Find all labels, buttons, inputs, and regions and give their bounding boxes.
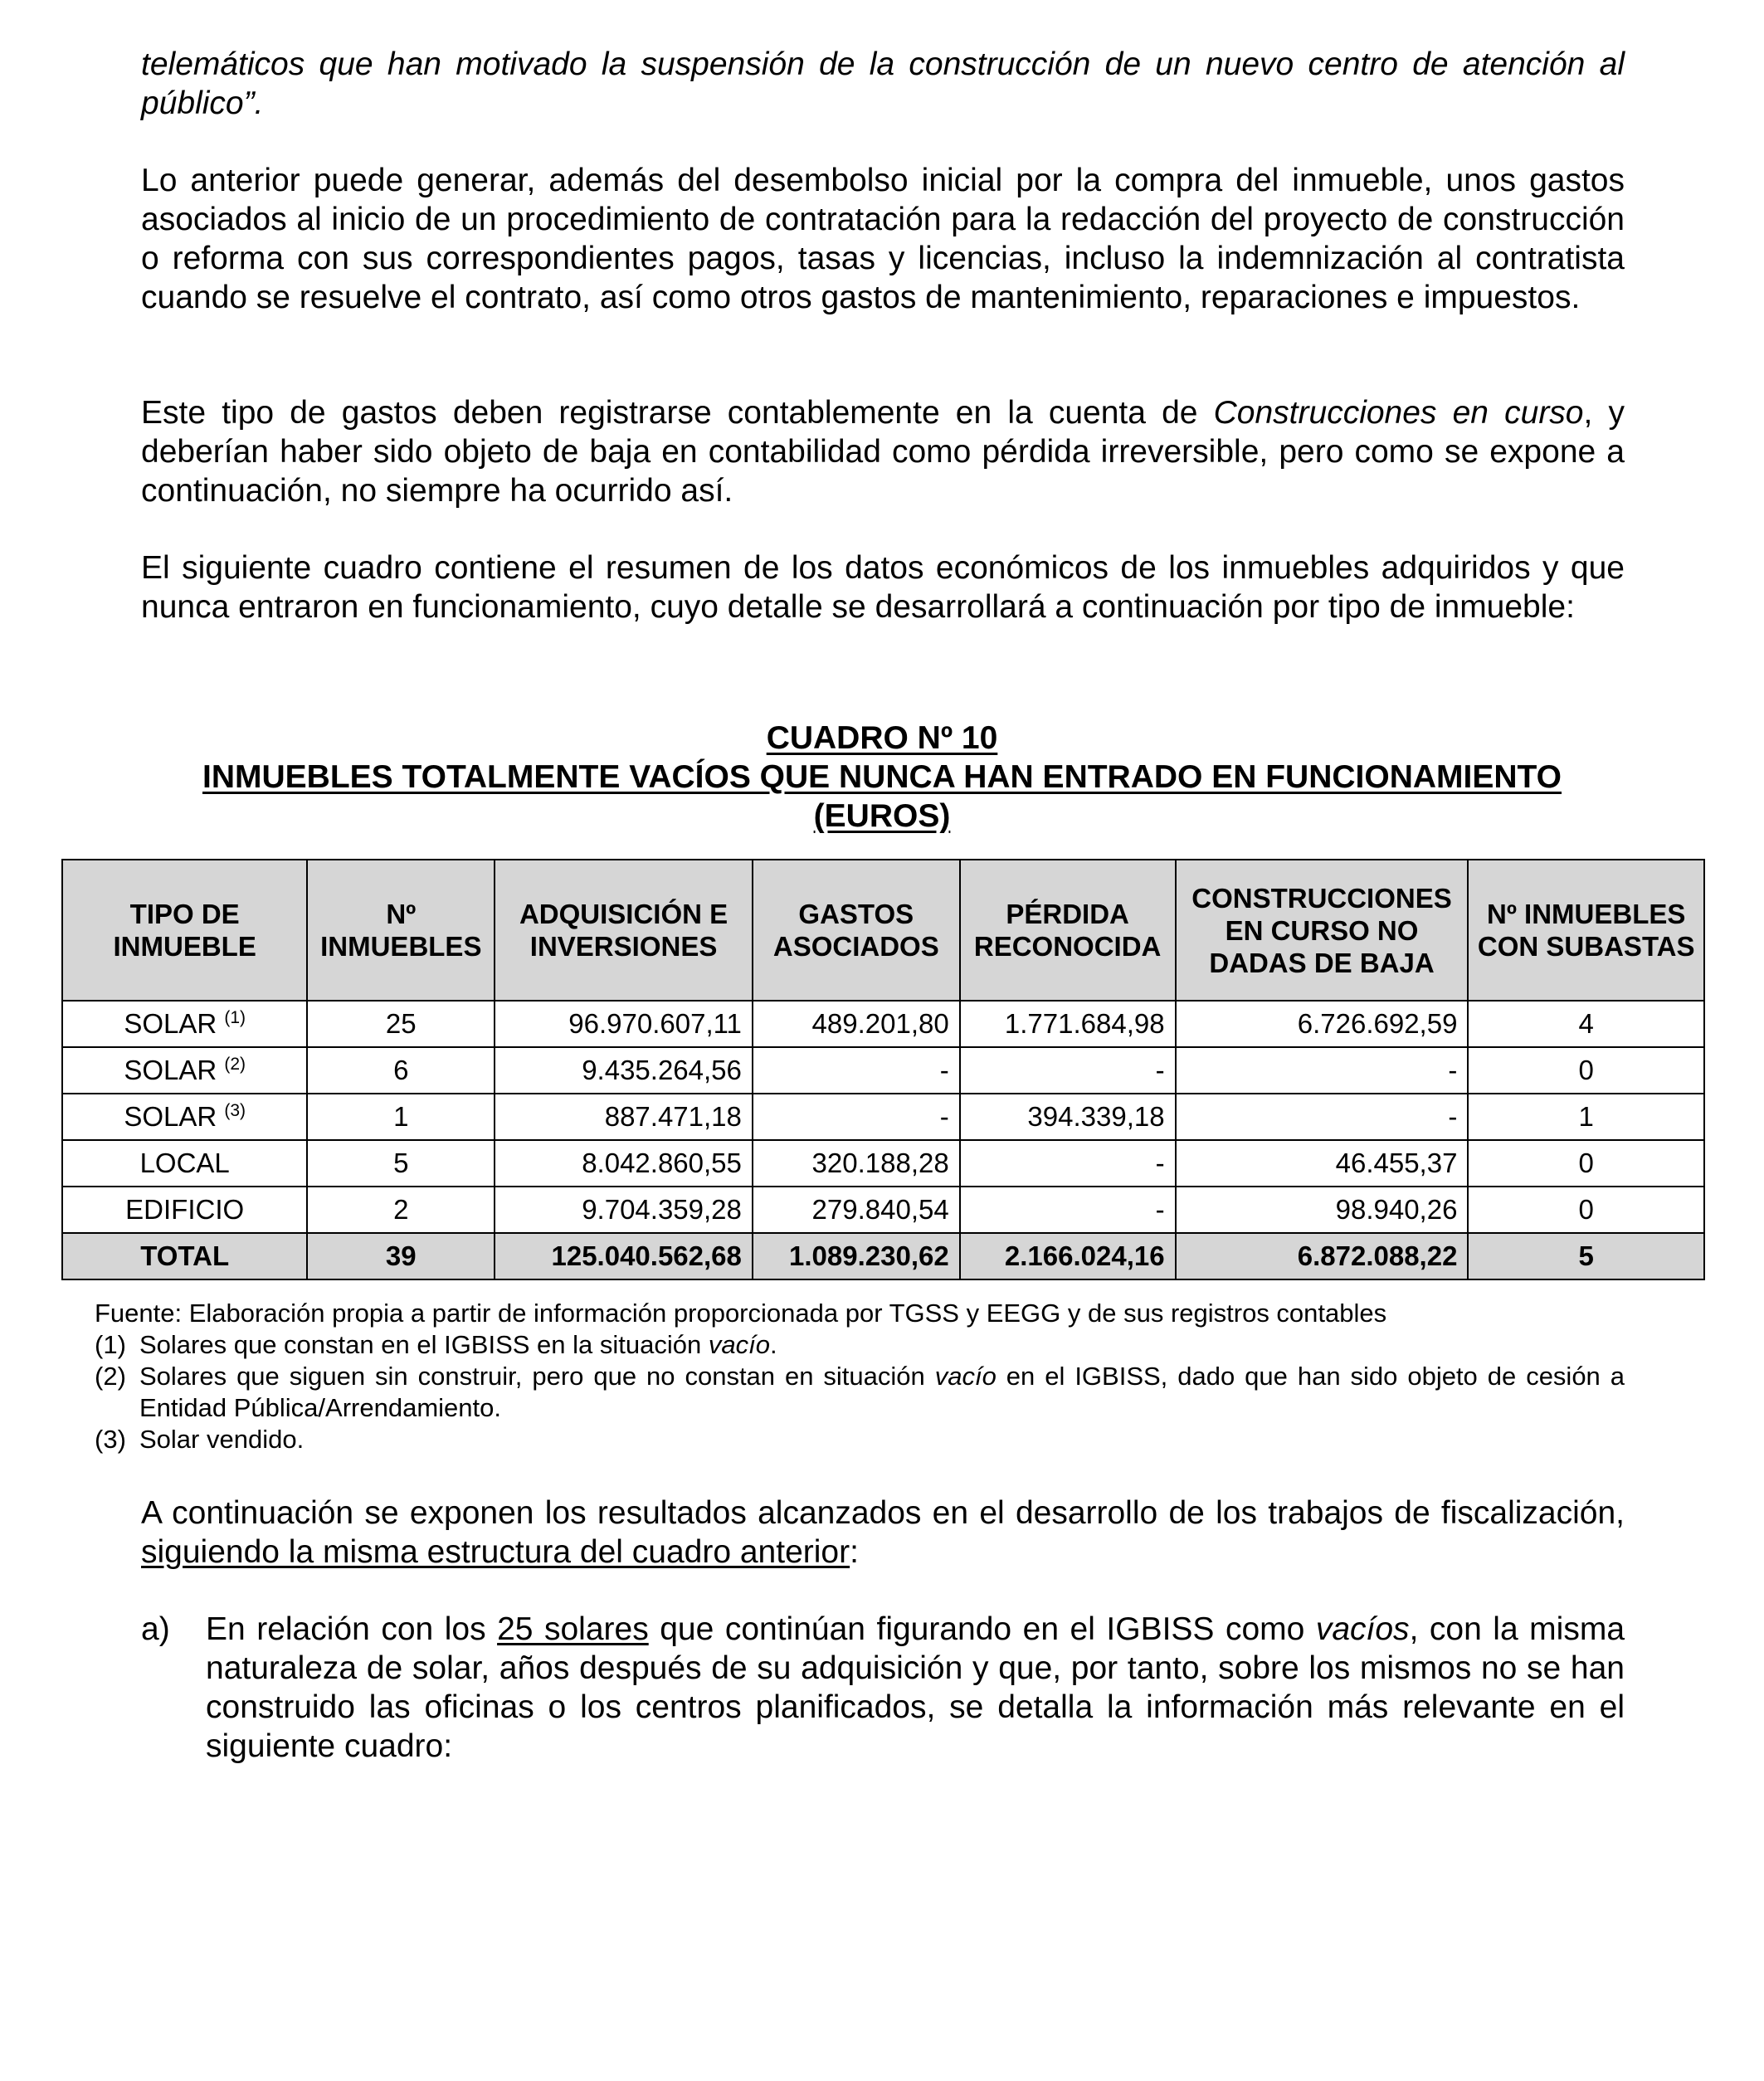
total-adq: 125.040.562,68: [495, 1233, 753, 1279]
header-cell: ADQUISICIÓN E INVERSIONES: [495, 860, 753, 1001]
cell-n: 6: [307, 1047, 495, 1094]
cell-subastas: 0: [1468, 1187, 1704, 1233]
cell-tipo: LOCAL: [62, 1140, 307, 1187]
cell-gastos: -: [753, 1094, 960, 1140]
table-notes: [95, 1298, 1625, 1455]
table-header-row: [62, 860, 1704, 1001]
quote-text: telemáticos que han motivado la suspensión de la construcción de un nuevo centro de atención al público”.: [141, 46, 1625, 121]
paragraph-accounting: Este tipo de gastos deben registrarse contablemente en la cuenta de Construcciones en curso, y deberían haber sido objeto de baja en contabilidad como pérdida irreversible, pero como se expone a continuación, no siempre ha ocurrido así.: [141, 395, 1625, 509]
footnote-3: (3) Solar vendido.: [95, 1425, 305, 1454]
cell-perdida: -: [960, 1187, 1176, 1233]
summary-table: [61, 859, 1705, 1280]
table-unit: (EUROS): [813, 798, 951, 834]
header-cell: CONSTRUCCIONES EN CURSO NO DADAS DE BAJA: [1176, 860, 1469, 1001]
cell-gastos: 279.840,54: [753, 1187, 960, 1233]
cell-constr: 98.940,26: [1176, 1187, 1469, 1233]
cell-n: 5: [307, 1140, 495, 1187]
cell-adq: 9.704.359,28: [495, 1187, 753, 1233]
cell-n: 2: [307, 1187, 495, 1233]
cell-gastos: 489.201,80: [753, 1001, 960, 1047]
table-number: CUADRO Nº 10: [766, 720, 998, 756]
cell-subastas: 0: [1468, 1140, 1704, 1187]
cell-constr: -: [1176, 1094, 1469, 1140]
list-item-a: [141, 1610, 1625, 1766]
cell-n: 25: [307, 1001, 495, 1047]
cell-adq: 8.042.860,55: [495, 1140, 753, 1187]
table-caption: INMUEBLES TOTALMENTE VACÍOS QUE NUNCA HAN ENTRADO EN FUNCIONAMIENTO: [202, 759, 1562, 795]
cell-constr: 46.455,37: [1176, 1140, 1469, 1187]
cell-gastos: -: [753, 1047, 960, 1094]
source-note: Fuente: Elaboración propia a partir de información proporcionada por TGSS y EEGG y de sus registros contables: [95, 1299, 1387, 1328]
total-subastas: 5: [1468, 1233, 1704, 1279]
footnote-2: (2) Solares que siguen sin construir, pero que no constan en situación vacío en el IGBISS, dado que han sido objeto de cesión a Entidad Pública/Arrendamiento.: [95, 1362, 1625, 1422]
paragraph-results: A continuación se exponen los resultados alcanzados en el desarrollo de los trabajos de fiscalización, siguiendo la misma estructura del cuadro anterior:: [141, 1495, 1625, 1570]
cell-tipo: SOLAR $^{(3)}$: [62, 1094, 307, 1140]
cell-n: 1: [307, 1094, 495, 1140]
total-perdida: 2.166.024,16: [960, 1233, 1176, 1279]
cell-constr: -: [1176, 1047, 1469, 1094]
header-cell: PÉRDIDA RECONOCIDA: [960, 860, 1176, 1001]
cell-adq: 9.435.264,56: [495, 1047, 753, 1094]
list-item-text: En relación con los 25 solares que continúan figurando en el IGBISS como vacíos, con la misma naturaleza de solar, años después de su adquisición y que, por tanto, sobre los mismos no se han construido las oficinas o los centros planificados, se detalla la información más relevante en el siguiente cuadro:: [206, 1611, 1625, 1764]
cell-subastas: 1: [1468, 1094, 1704, 1140]
cell-tipo: SOLAR $^{(1)}$: [62, 1001, 307, 1047]
header-cell: Nº INMUEBLES CON SUBASTAS: [1468, 860, 1704, 1001]
table-title: [0, 719, 1764, 836]
table-row: [62, 1047, 1704, 1094]
total-constr: 6.872.088,22: [1176, 1233, 1469, 1279]
paragraph-continuation: [141, 45, 1625, 123]
total-label: TOTAL: [62, 1233, 307, 1279]
cell-tipo: EDIFICIO: [62, 1187, 307, 1233]
cell-perdida: 1.771.684,98: [960, 1001, 1176, 1047]
cell-perdida: 394.339,18: [960, 1094, 1176, 1140]
cell-adq: 887.471,18: [495, 1094, 753, 1140]
cell-tipo: SOLAR $^{(2)}$: [62, 1047, 307, 1094]
paragraph-table-intro: El siguiente cuadro contiene el resumen de los datos económicos de los inmuebles adquiridos y que nunca entraron en funcionamiento, cuyo detalle se desarrollará a continuación por tipo de inmueble:: [141, 550, 1625, 625]
total-gastos: 1.089.230,62: [753, 1233, 960, 1279]
header-cell: Nº INMUEBLES: [307, 860, 495, 1001]
cell-constr: 6.726.692,59: [1176, 1001, 1469, 1047]
cell-perdida: -: [960, 1140, 1176, 1187]
cell-adq: 96.970.607,11: [495, 1001, 753, 1047]
cell-gastos: 320.188,28: [753, 1140, 960, 1187]
paragraph-expenses: Lo anterior puede generar, además del desembolso inicial por la compra del inmueble, unos gastos asociados al inicio de un procedimiento de contratación para la redacción del proyecto de construcción o reforma con sus correspondientes pagos, tasas y licencias, incluso la indemnización al contratista cuando se resuelve el contrato, así como otros gastos de mantenimiento, reparaciones e impuestos.: [141, 163, 1625, 315]
table-row: [62, 1187, 1704, 1233]
footnote-1: (1) Solares que constan en el IGBISS en la situación vacío.: [95, 1330, 777, 1359]
cell-subastas: 4: [1468, 1001, 1704, 1047]
table-row: [62, 1140, 1704, 1187]
table-row: [62, 1094, 1704, 1140]
header-cell: TIPO DE INMUEBLE: [62, 860, 307, 1001]
cell-subastas: 0: [1468, 1047, 1704, 1094]
cell-perdida: -: [960, 1047, 1176, 1094]
table-total-row: [62, 1233, 1704, 1279]
list-marker: a): [141, 1611, 170, 1647]
table-row: [62, 1001, 1704, 1047]
total-n: 39: [307, 1233, 495, 1279]
header-cell: GASTOS ASOCIADOS: [753, 860, 960, 1001]
